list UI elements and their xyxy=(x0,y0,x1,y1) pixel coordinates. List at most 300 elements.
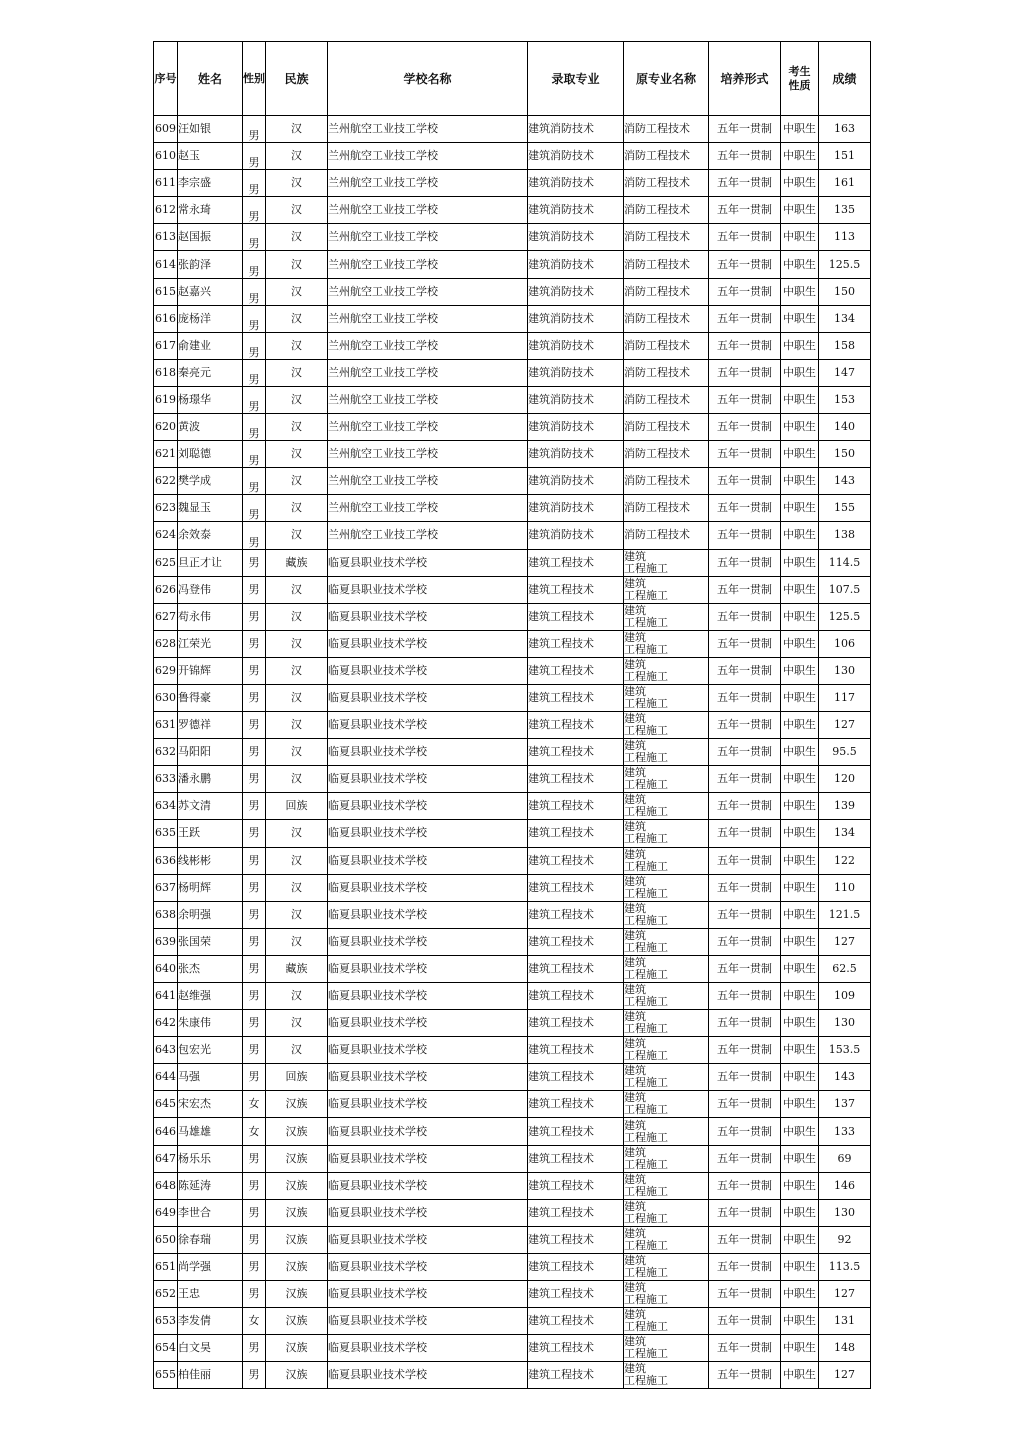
sex-cell: 男 xyxy=(243,928,266,955)
ethnicity-cell: 汉 xyxy=(266,143,328,170)
table-row xyxy=(154,955,871,982)
sex-cell: 男 xyxy=(243,468,266,495)
serial-cell: 636 xyxy=(154,847,178,874)
candidate-type-cell: 中职生 xyxy=(781,1199,819,1226)
sex-cell: 男 xyxy=(243,1037,266,1064)
ethnicity-cell: 回族 xyxy=(266,1064,328,1091)
training-form-cell: 五年一贯制 xyxy=(709,1226,781,1253)
score-cell: 130 xyxy=(819,1010,871,1037)
serial-cell: 614 xyxy=(154,251,178,278)
sex-cell: 男 xyxy=(243,143,266,170)
ethnicity-cell: 汉族 xyxy=(266,1335,328,1362)
table-row xyxy=(154,1226,871,1253)
training-form-cell: 五年一贯制 xyxy=(709,739,781,766)
original-major-cell: 建筑 工程施工 xyxy=(624,1010,709,1037)
table-row xyxy=(154,684,871,711)
admitted-major-cell: 建筑工程技术 xyxy=(528,1335,624,1362)
table-row xyxy=(154,576,871,603)
serial-cell: 637 xyxy=(154,874,178,901)
original-major-cell: 建筑 工程施工 xyxy=(624,1091,709,1118)
sex-cell: 男 xyxy=(243,1010,266,1037)
admitted-major-cell: 建筑工程技术 xyxy=(528,1037,624,1064)
sex-cell: 男 xyxy=(243,170,266,197)
ethnicity-cell: 汉族 xyxy=(266,1362,328,1389)
table-row xyxy=(154,224,871,251)
original-major-cell: 建筑 工程施工 xyxy=(624,901,709,928)
score-cell: 92 xyxy=(819,1226,871,1253)
training-form-cell: 五年一贯制 xyxy=(709,1335,781,1362)
serial-cell: 618 xyxy=(154,359,178,386)
ethnicity-cell: 汉 xyxy=(266,359,328,386)
score-cell: 151 xyxy=(819,143,871,170)
table-row xyxy=(154,1281,871,1308)
ethnicity-cell: 汉 xyxy=(266,468,328,495)
school-cell: 兰州航空工业技工学校 xyxy=(328,468,528,495)
admitted-major-cell: 建筑工程技术 xyxy=(528,793,624,820)
sex-cell: 女 xyxy=(243,1091,266,1118)
serial-cell: 642 xyxy=(154,1010,178,1037)
sex-cell: 男 xyxy=(243,766,266,793)
original-major-cell: 建筑 工程施工 xyxy=(624,712,709,739)
score-cell: 161 xyxy=(819,170,871,197)
admitted-major-cell: 建筑消防技术 xyxy=(528,278,624,305)
score-cell: 139 xyxy=(819,793,871,820)
candidate-type-cell: 中职生 xyxy=(781,224,819,251)
candidate-type-cell: 中职生 xyxy=(781,684,819,711)
candidate-type-cell: 中职生 xyxy=(781,143,819,170)
serial-cell: 629 xyxy=(154,657,178,684)
score-cell: 150 xyxy=(819,278,871,305)
score-cell: 117 xyxy=(819,684,871,711)
name-cell: 包宏光 xyxy=(178,1037,243,1064)
name-cell: 鲁得豪 xyxy=(178,684,243,711)
training-form-cell: 五年一贯制 xyxy=(709,1064,781,1091)
school-cell: 临夏县职业技术学校 xyxy=(328,1010,528,1037)
serial-cell: 622 xyxy=(154,468,178,495)
ethnicity-cell: 汉 xyxy=(266,874,328,901)
name-cell: 李宗盛 xyxy=(178,170,243,197)
training-form-cell: 五年一贯制 xyxy=(709,684,781,711)
school-cell: 临夏县职业技术学校 xyxy=(328,847,528,874)
admitted-major-cell: 建筑工程技术 xyxy=(528,1010,624,1037)
admitted-major-cell: 建筑工程技术 xyxy=(528,657,624,684)
sex-cell: 女 xyxy=(243,1308,266,1335)
name-cell: 樊学成 xyxy=(178,468,243,495)
serial-cell: 646 xyxy=(154,1118,178,1145)
sex-cell: 男 xyxy=(243,224,266,251)
score-cell: 138 xyxy=(819,522,871,549)
ethnicity-cell: 汉 xyxy=(266,1037,328,1064)
table-row xyxy=(154,305,871,332)
score-cell: 143 xyxy=(819,1064,871,1091)
admitted-major-cell: 建筑工程技术 xyxy=(528,874,624,901)
name-cell: 陈延涛 xyxy=(178,1172,243,1199)
candidate-type-cell: 中职生 xyxy=(781,251,819,278)
table-row xyxy=(154,603,871,630)
original-major-cell: 消防工程技术 xyxy=(624,386,709,413)
candidate-type-cell: 中职生 xyxy=(781,1281,819,1308)
training-form-cell: 五年一贯制 xyxy=(709,468,781,495)
serial-cell: 627 xyxy=(154,603,178,630)
table-row xyxy=(154,1037,871,1064)
school-cell: 临夏县职业技术学校 xyxy=(328,1091,528,1118)
school-cell: 临夏县职业技术学校 xyxy=(328,1362,528,1389)
ethnicity-cell: 汉 xyxy=(266,414,328,441)
serial-cell: 647 xyxy=(154,1145,178,1172)
original-major-cell: 建筑 工程施工 xyxy=(624,630,709,657)
sex-cell: 男 xyxy=(243,684,266,711)
candidate-type-cell: 中职生 xyxy=(781,576,819,603)
original-major-cell: 建筑 工程施工 xyxy=(624,576,709,603)
ethnicity-cell: 藏族 xyxy=(266,549,328,576)
ethnicity-cell: 回族 xyxy=(266,793,328,820)
name-cell: 旦正才让 xyxy=(178,549,243,576)
candidate-type-cell: 中职生 xyxy=(781,278,819,305)
original-major-cell: 建筑 工程施工 xyxy=(624,1362,709,1389)
school-cell: 临夏县职业技术学校 xyxy=(328,1118,528,1145)
sex-cell: 男 xyxy=(243,1172,266,1199)
original-major-cell: 建筑 工程施工 xyxy=(624,1199,709,1226)
original-major-cell: 消防工程技术 xyxy=(624,332,709,359)
ethnicity-cell: 汉 xyxy=(266,603,328,630)
school-cell: 临夏县职业技术学校 xyxy=(328,712,528,739)
score-cell: 130 xyxy=(819,657,871,684)
candidate-type-cell: 中职生 xyxy=(781,1172,819,1199)
original-major-cell: 消防工程技术 xyxy=(624,522,709,549)
name-cell: 柏佳丽 xyxy=(178,1362,243,1389)
name-cell: 马雄雄 xyxy=(178,1118,243,1145)
score-cell: 133 xyxy=(819,1118,871,1145)
serial-cell: 643 xyxy=(154,1037,178,1064)
name-cell: 余效泰 xyxy=(178,522,243,549)
score-cell: 143 xyxy=(819,468,871,495)
candidate-type-cell: 中职生 xyxy=(781,793,819,820)
sex-cell: 男 xyxy=(243,1253,266,1280)
school-cell: 临夏县职业技术学校 xyxy=(328,1199,528,1226)
admitted-major-cell: 建筑工程技术 xyxy=(528,1172,624,1199)
serial-cell: 610 xyxy=(154,143,178,170)
sex-cell: 男 xyxy=(243,386,266,413)
school-cell: 兰州航空工业技工学校 xyxy=(328,197,528,224)
candidate-type-cell: 中职生 xyxy=(781,332,819,359)
admitted-major-cell: 建筑消防技术 xyxy=(528,251,624,278)
candidate-type-cell: 中职生 xyxy=(781,847,819,874)
sex-cell: 男 xyxy=(243,630,266,657)
original-major-cell: 建筑 工程施工 xyxy=(624,793,709,820)
training-form-cell: 五年一贯制 xyxy=(709,955,781,982)
sex-cell: 女 xyxy=(243,1118,266,1145)
candidate-type-cell: 中职生 xyxy=(781,1010,819,1037)
name-cell: 汪如银 xyxy=(178,116,243,143)
name-cell: 江荣光 xyxy=(178,630,243,657)
training-form-cell: 五年一贯制 xyxy=(709,1037,781,1064)
ethnicity-cell: 汉族 xyxy=(266,1145,328,1172)
school-cell: 兰州航空工业技工学校 xyxy=(328,170,528,197)
serial-cell: 630 xyxy=(154,684,178,711)
score-cell: 120 xyxy=(819,766,871,793)
score-cell: 163 xyxy=(819,116,871,143)
candidate-type-cell: 中职生 xyxy=(781,901,819,928)
ethnicity-cell: 汉 xyxy=(266,766,328,793)
school-cell: 兰州航空工业技工学校 xyxy=(328,522,528,549)
school-cell: 临夏县职业技术学校 xyxy=(328,576,528,603)
table-row xyxy=(154,332,871,359)
sex-cell: 男 xyxy=(243,332,266,359)
training-form-cell: 五年一贯制 xyxy=(709,630,781,657)
sex-cell: 男 xyxy=(243,983,266,1010)
sex-cell: 男 xyxy=(243,874,266,901)
candidate-type-cell: 中职生 xyxy=(781,1253,819,1280)
school-cell: 临夏县职业技术学校 xyxy=(328,603,528,630)
table-row xyxy=(154,170,871,197)
original-major-cell: 建筑 工程施工 xyxy=(624,1335,709,1362)
score-cell: 155 xyxy=(819,495,871,522)
name-cell: 庞杨洋 xyxy=(178,305,243,332)
school-cell: 临夏县职业技术学校 xyxy=(328,955,528,982)
header-candidate-type: 考生性质 xyxy=(781,42,819,116)
serial-cell: 645 xyxy=(154,1091,178,1118)
table-row xyxy=(154,414,871,441)
score-cell: 106 xyxy=(819,630,871,657)
serial-cell: 651 xyxy=(154,1253,178,1280)
candidate-type-cell: 中职生 xyxy=(781,170,819,197)
school-cell: 临夏县职业技术学校 xyxy=(328,766,528,793)
candidate-type-cell: 中职生 xyxy=(781,820,819,847)
original-major-cell: 建筑 工程施工 xyxy=(624,1226,709,1253)
table-row xyxy=(154,657,871,684)
school-cell: 兰州航空工业技工学校 xyxy=(328,251,528,278)
name-cell: 赵国振 xyxy=(178,224,243,251)
school-cell: 临夏县职业技术学校 xyxy=(328,630,528,657)
candidate-type-cell: 中职生 xyxy=(781,630,819,657)
serial-cell: 619 xyxy=(154,386,178,413)
school-cell: 临夏县职业技术学校 xyxy=(328,549,528,576)
table-row xyxy=(154,143,871,170)
serial-cell: 634 xyxy=(154,793,178,820)
sex-cell: 男 xyxy=(243,739,266,766)
table-header xyxy=(154,42,871,116)
training-form-cell: 五年一贯制 xyxy=(709,278,781,305)
admitted-major-cell: 建筑工程技术 xyxy=(528,766,624,793)
table-row xyxy=(154,1253,871,1280)
training-form-cell: 五年一贯制 xyxy=(709,305,781,332)
table-row xyxy=(154,1010,871,1037)
table-row xyxy=(154,1172,871,1199)
score-cell: 114.5 xyxy=(819,549,871,576)
sex-cell: 男 xyxy=(243,901,266,928)
ethnicity-cell: 汉 xyxy=(266,278,328,305)
name-cell: 苏文清 xyxy=(178,793,243,820)
ethnicity-cell: 汉族 xyxy=(266,1308,328,1335)
admitted-major-cell: 建筑工程技术 xyxy=(528,1118,624,1145)
candidate-type-cell: 中职生 xyxy=(781,1118,819,1145)
school-cell: 兰州航空工业技工学校 xyxy=(328,278,528,305)
training-form-cell: 五年一贯制 xyxy=(709,1091,781,1118)
table-row xyxy=(154,359,871,386)
ethnicity-cell: 汉族 xyxy=(266,1253,328,1280)
table-row xyxy=(154,766,871,793)
training-form-cell: 五年一贯制 xyxy=(709,1199,781,1226)
candidate-type-cell: 中职生 xyxy=(781,1037,819,1064)
original-major-cell: 建筑 工程施工 xyxy=(624,1118,709,1145)
candidate-type-cell: 中职生 xyxy=(781,468,819,495)
name-cell: 赵维强 xyxy=(178,983,243,1010)
admitted-major-cell: 建筑工程技术 xyxy=(528,1362,624,1389)
admitted-major-cell: 建筑消防技术 xyxy=(528,522,624,549)
admitted-major-cell: 建筑消防技术 xyxy=(528,441,624,468)
score-cell: 69 xyxy=(819,1145,871,1172)
original-major-cell: 建筑 工程施工 xyxy=(624,874,709,901)
school-cell: 兰州航空工业技工学校 xyxy=(328,143,528,170)
serial-cell: 654 xyxy=(154,1335,178,1362)
sex-cell: 男 xyxy=(243,820,266,847)
serial-cell: 611 xyxy=(154,170,178,197)
name-cell: 宋宏杰 xyxy=(178,1091,243,1118)
ethnicity-cell: 汉 xyxy=(266,712,328,739)
name-cell: 马阳阳 xyxy=(178,739,243,766)
header-admitted-major: 录取专业 xyxy=(528,42,624,116)
original-major-cell: 消防工程技术 xyxy=(624,143,709,170)
original-major-cell: 消防工程技术 xyxy=(624,116,709,143)
score-cell: 134 xyxy=(819,820,871,847)
candidate-type-cell: 中职生 xyxy=(781,495,819,522)
score-cell: 62.5 xyxy=(819,955,871,982)
name-cell: 开锦辉 xyxy=(178,657,243,684)
serial-cell: 655 xyxy=(154,1362,178,1389)
school-cell: 兰州航空工业技工学校 xyxy=(328,414,528,441)
table-row xyxy=(154,495,871,522)
admitted-major-cell: 建筑工程技术 xyxy=(528,1308,624,1335)
candidate-type-cell: 中职生 xyxy=(781,766,819,793)
serial-cell: 652 xyxy=(154,1281,178,1308)
original-major-cell: 建筑 工程施工 xyxy=(624,955,709,982)
serial-cell: 623 xyxy=(154,495,178,522)
admitted-major-cell: 建筑消防技术 xyxy=(528,305,624,332)
name-cell: 张韵泽 xyxy=(178,251,243,278)
admitted-major-cell: 建筑工程技术 xyxy=(528,983,624,1010)
serial-cell: 653 xyxy=(154,1308,178,1335)
table-body xyxy=(154,116,871,1389)
school-cell: 兰州航空工业技工学校 xyxy=(328,305,528,332)
training-form-cell: 五年一贯制 xyxy=(709,793,781,820)
ethnicity-cell: 汉 xyxy=(266,576,328,603)
score-cell: 127 xyxy=(819,928,871,955)
training-form-cell: 五年一贯制 xyxy=(709,441,781,468)
table-row xyxy=(154,116,871,143)
school-cell: 兰州航空工业技工学校 xyxy=(328,332,528,359)
serial-cell: 612 xyxy=(154,197,178,224)
training-form-cell: 五年一贯制 xyxy=(709,657,781,684)
original-major-cell: 建筑 工程施工 xyxy=(624,820,709,847)
header-ethnicity: 民族 xyxy=(266,42,328,116)
candidate-type-cell: 中职生 xyxy=(781,522,819,549)
table-row xyxy=(154,739,871,766)
score-cell: 146 xyxy=(819,1172,871,1199)
table-row xyxy=(154,278,871,305)
serial-cell: 621 xyxy=(154,441,178,468)
candidate-type-cell: 中职生 xyxy=(781,1226,819,1253)
header-name: 姓名 xyxy=(178,42,243,116)
training-form-cell: 五年一贯制 xyxy=(709,820,781,847)
admitted-major-cell: 建筑工程技术 xyxy=(528,1145,624,1172)
training-form-cell: 五年一贯制 xyxy=(709,983,781,1010)
admitted-major-cell: 建筑消防技术 xyxy=(528,386,624,413)
original-major-cell: 建筑 工程施工 xyxy=(624,1308,709,1335)
sex-cell: 男 xyxy=(243,359,266,386)
candidate-type-cell: 中职生 xyxy=(781,739,819,766)
score-cell: 158 xyxy=(819,332,871,359)
score-cell: 131 xyxy=(819,1308,871,1335)
candidate-type-cell: 中职生 xyxy=(781,1362,819,1389)
name-cell: 李发倩 xyxy=(178,1308,243,1335)
name-cell: 黄波 xyxy=(178,414,243,441)
name-cell: 张杰 xyxy=(178,955,243,982)
candidate-type-cell: 中职生 xyxy=(781,1308,819,1335)
sex-cell: 男 xyxy=(243,278,266,305)
sex-cell: 男 xyxy=(243,549,266,576)
original-major-cell: 消防工程技术 xyxy=(624,468,709,495)
ethnicity-cell: 汉 xyxy=(266,305,328,332)
candidate-type-cell: 中职生 xyxy=(781,874,819,901)
table-row xyxy=(154,1308,871,1335)
name-cell: 杨乐乐 xyxy=(178,1145,243,1172)
school-cell: 临夏县职业技术学校 xyxy=(328,1145,528,1172)
candidate-type-cell: 中职生 xyxy=(781,1335,819,1362)
school-cell: 临夏县职业技术学校 xyxy=(328,657,528,684)
score-cell: 150 xyxy=(819,441,871,468)
header-serial: 序号 xyxy=(154,42,178,116)
candidate-type-cell: 中职生 xyxy=(781,414,819,441)
training-form-cell: 五年一贯制 xyxy=(709,576,781,603)
ethnicity-cell: 汉 xyxy=(266,522,328,549)
sex-cell: 男 xyxy=(243,414,266,441)
admitted-major-cell: 建筑工程技术 xyxy=(528,1253,624,1280)
name-cell: 朱康伟 xyxy=(178,1010,243,1037)
school-cell: 兰州航空工业技工学校 xyxy=(328,495,528,522)
name-cell: 刘聪德 xyxy=(178,441,243,468)
admitted-major-cell: 建筑工程技术 xyxy=(528,603,624,630)
serial-cell: 644 xyxy=(154,1064,178,1091)
training-form-cell: 五年一贯制 xyxy=(709,1308,781,1335)
school-cell: 临夏县职业技术学校 xyxy=(328,874,528,901)
score-cell: 127 xyxy=(819,1362,871,1389)
score-cell: 135 xyxy=(819,197,871,224)
original-major-cell: 建筑 工程施工 xyxy=(624,684,709,711)
school-cell: 兰州航空工业技工学校 xyxy=(328,386,528,413)
sex-cell: 男 xyxy=(243,712,266,739)
training-form-cell: 五年一贯制 xyxy=(709,874,781,901)
score-cell: 107.5 xyxy=(819,576,871,603)
school-cell: 临夏县职业技术学校 xyxy=(328,739,528,766)
table-row xyxy=(154,1118,871,1145)
serial-cell: 617 xyxy=(154,332,178,359)
sex-cell: 男 xyxy=(243,305,266,332)
original-major-cell: 建筑 工程施工 xyxy=(624,1064,709,1091)
admitted-major-cell: 建筑工程技术 xyxy=(528,549,624,576)
admitted-major-cell: 建筑工程技术 xyxy=(528,739,624,766)
admitted-major-cell: 建筑工程技术 xyxy=(528,901,624,928)
admitted-major-cell: 建筑工程技术 xyxy=(528,1226,624,1253)
candidate-type-cell: 中职生 xyxy=(781,603,819,630)
name-cell: 赵嘉兴 xyxy=(178,278,243,305)
original-major-cell: 建筑 工程施工 xyxy=(624,1145,709,1172)
admitted-major-cell: 建筑消防技术 xyxy=(528,116,624,143)
score-cell: 127 xyxy=(819,712,871,739)
original-major-cell: 建筑 工程施工 xyxy=(624,657,709,684)
table-row xyxy=(154,1145,871,1172)
ethnicity-cell: 汉族 xyxy=(266,1226,328,1253)
candidate-type-cell: 中职生 xyxy=(781,955,819,982)
